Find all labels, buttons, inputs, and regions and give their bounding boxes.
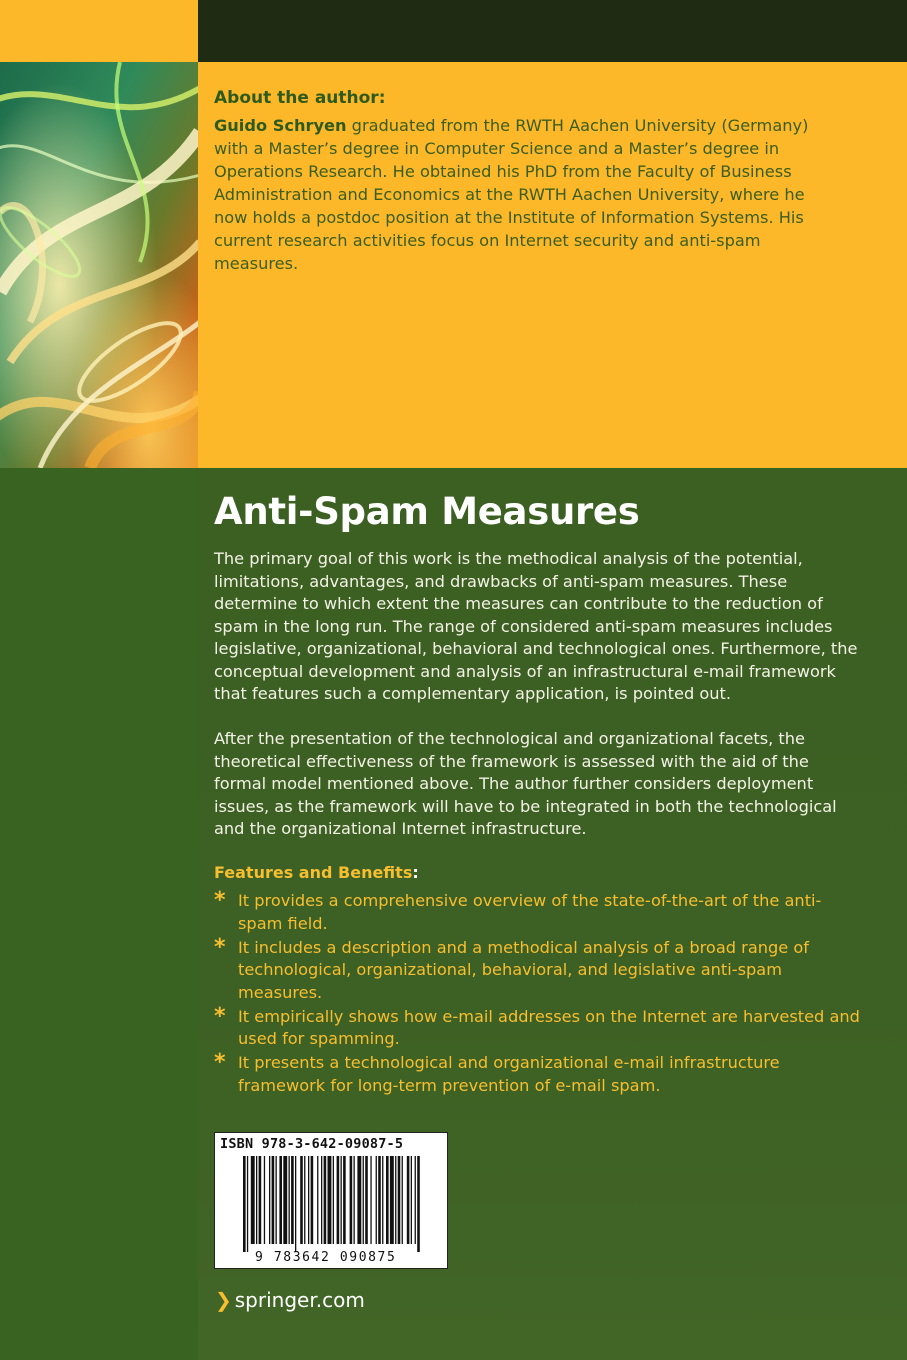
abstract-light-streaks-image xyxy=(0,62,198,468)
description-paragraph-1: The primary goal of this work is the methodical analysis of the potential, limitations, advantages, and drawbacks of anti-spam measures. These determine to which extent the measures can contribute to the reduction of spam in the long run. The range of considered anti-spam measures includes legislative, organizational, behavioral and technological ones. Furthermore, the conceptual development and analysis of an infrastructural e-mail framework that features such a complementary application, is pointed out. xyxy=(214,549,858,703)
top-dark-bar xyxy=(198,0,907,62)
book-description-panel xyxy=(198,468,907,1360)
feature-item xyxy=(214,1003,864,1051)
barcode-bar xyxy=(415,1156,416,1244)
asterisk-bullet-icon: * xyxy=(214,888,226,913)
barcode-bar xyxy=(357,1156,361,1244)
feature-text: It provides a comprehensive overview of the state-of-the-art of the anti-spam field. xyxy=(238,891,822,933)
barcode-bar xyxy=(411,1156,412,1244)
barcode-bar xyxy=(376,1156,377,1244)
left-green-strip xyxy=(0,468,198,1360)
barcode-bar xyxy=(386,1156,389,1244)
description-paragraph-2: After the presentation of the technological and organizational facets, the theoretical effectiveness of the framework is assessed with the aid of the formal model mentioned above. The author further considers deployment issues, as the framework will have to be integrated in both the technological and the organizational Internet infrastructure. xyxy=(214,729,837,838)
about-author-panel xyxy=(198,62,907,468)
barcode-bar xyxy=(395,1156,396,1244)
asterisk-bullet-icon: * xyxy=(214,1003,226,1029)
barcode-bar xyxy=(243,1156,246,1252)
features-list xyxy=(214,890,864,1099)
barcode-bar xyxy=(259,1156,262,1244)
barcode-bar xyxy=(283,1156,287,1244)
author-name: Guido Schryen xyxy=(214,116,347,135)
barcode-bar xyxy=(264,1156,265,1244)
feature-text: It includes a description and a methodical analysis of a broad range of technological, organizational, behavioral, and legislative anti-spam measures. xyxy=(238,937,809,1002)
barcode-bar xyxy=(289,1156,290,1244)
barcode-bar xyxy=(328,1156,332,1244)
feature-item xyxy=(214,1052,864,1097)
barcode-bar xyxy=(272,1156,275,1244)
barcode-bar xyxy=(390,1156,394,1244)
cover-artwork xyxy=(0,62,198,468)
barcode-bar xyxy=(398,1156,401,1244)
springer-url: springer.com xyxy=(234,1288,365,1312)
top-left-color-block xyxy=(0,0,198,62)
barcode-bar xyxy=(251,1156,255,1244)
barcode-bar xyxy=(247,1156,248,1252)
barcode-bar xyxy=(350,1156,353,1244)
features-heading-colon: : xyxy=(412,863,419,882)
barcode-bar xyxy=(291,1156,294,1244)
barcode-bar xyxy=(300,1156,303,1244)
isbn-barcode xyxy=(214,1132,448,1269)
asterisk-bullet-icon: * xyxy=(214,1050,226,1075)
feature-item xyxy=(214,890,864,935)
barcode-bar xyxy=(417,1156,420,1252)
barcode-bar xyxy=(321,1156,322,1244)
barcode-bar xyxy=(324,1156,327,1244)
barcode-bar xyxy=(402,1156,403,1244)
features-heading xyxy=(214,863,419,882)
barcode-bar xyxy=(304,1156,305,1244)
barcode-bar xyxy=(378,1156,381,1244)
feature-text: It empirically shows how e-mail addresses on the Internet are harvested and used for spamming. xyxy=(238,1006,860,1048)
chevron-right-icon: ❯ xyxy=(215,1288,232,1312)
springer-website-link[interactable] xyxy=(215,1288,365,1312)
barcode-bar xyxy=(276,1156,277,1244)
book-title: Anti-Spam Measures xyxy=(214,490,640,533)
barcode-bar xyxy=(256,1156,257,1244)
barcode-bar xyxy=(382,1156,383,1244)
barcode-bar xyxy=(341,1156,342,1244)
barcode-bar xyxy=(279,1156,282,1244)
barcode-bar xyxy=(363,1156,364,1244)
isbn-label: ISBN 978-3-642-09087-5 xyxy=(220,1136,404,1152)
barcode-bar xyxy=(308,1156,309,1244)
author-bio-text: graduated from the RWTH Aachen University (Germany) with a Master’s degree in Computer Science and a Master’s degree in Operations Research. He obtained his PhD from the Faculty of Business Administration and Economics at the RWTH Aachen University, where he now holds a postdoc position at the Institute of Information Systems. His current research activities focus on Internet security and anti-spam measures. xyxy=(214,116,809,273)
barcode-bar xyxy=(269,1156,270,1244)
barcode-bars xyxy=(215,1156,447,1252)
barcode-bar xyxy=(311,1156,314,1244)
barcode-bar xyxy=(407,1156,410,1244)
about-author-heading: About the author: xyxy=(214,88,386,108)
barcode-bar xyxy=(354,1156,355,1244)
barcode-bar xyxy=(333,1156,334,1244)
asterisk-bullet-icon: * xyxy=(214,934,226,960)
author-bio xyxy=(214,114,814,275)
barcode-number: 9 783642 090875 xyxy=(255,1250,397,1265)
feature-item xyxy=(214,934,864,1005)
barcode-bar xyxy=(343,1156,346,1244)
barcode-bar xyxy=(370,1156,371,1244)
feature-text: It presents a technological and organizational e-mail infrastructure framework for long-term prevention of e-mail spam. xyxy=(238,1053,780,1095)
barcode-bar xyxy=(295,1156,296,1252)
features-heading-label: Features and Benefits xyxy=(214,863,413,882)
barcode-bar xyxy=(365,1156,368,1244)
barcode-bar xyxy=(337,1156,340,1244)
barcode-bar xyxy=(317,1156,318,1244)
